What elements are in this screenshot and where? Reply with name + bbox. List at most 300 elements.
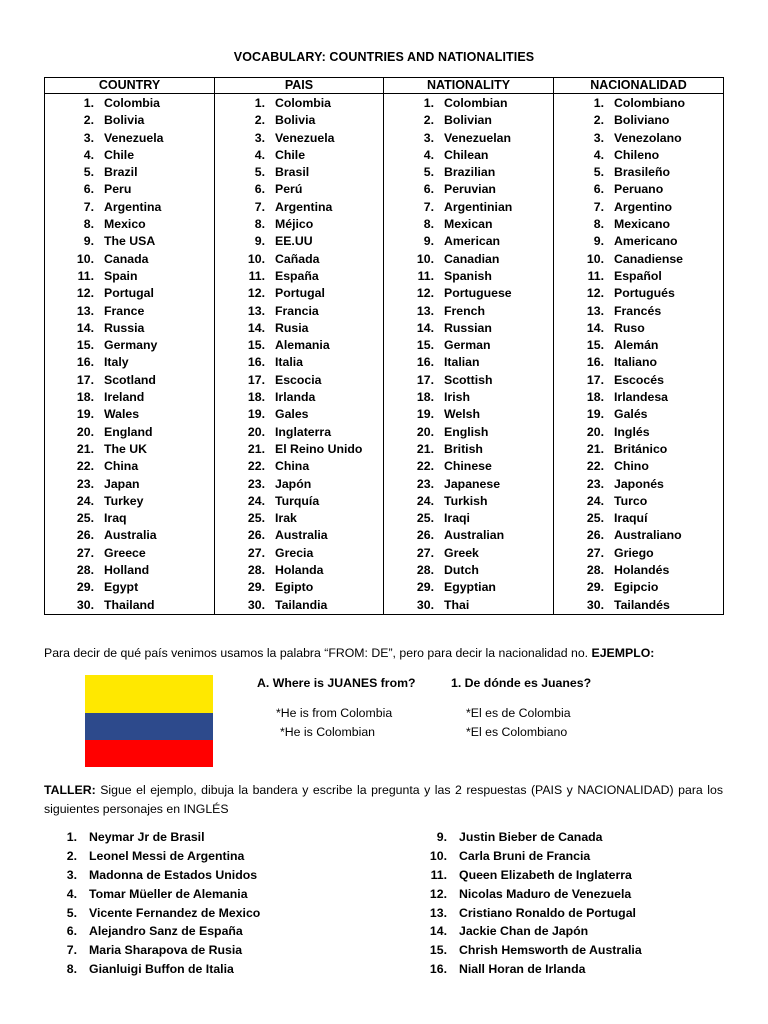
list-item — [554, 597, 723, 614]
list-item — [45, 147, 214, 164]
item-word: Brazilian — [444, 165, 496, 180]
list-item — [45, 337, 214, 354]
list-item — [554, 320, 723, 337]
intro-label: EJEMPLO: — [591, 646, 655, 660]
item-number: 6. — [423, 182, 434, 197]
list-item — [554, 233, 723, 250]
item-number: 11. — [77, 268, 94, 283]
item-number: 12. — [76, 286, 94, 301]
item-word: Greece — [104, 545, 146, 560]
item-number: 19. — [586, 407, 604, 422]
list-item — [45, 181, 214, 198]
item-number: 18. — [76, 390, 94, 405]
list-item — [384, 354, 553, 371]
item-word: Bolivian — [444, 113, 492, 128]
list-item — [45, 251, 214, 268]
item-word: Canadiense — [614, 251, 684, 266]
list-item — [412, 828, 642, 847]
item-word: Germany — [104, 338, 158, 353]
item-number: 28. — [416, 563, 434, 578]
item-word: Tailandés — [614, 597, 670, 612]
item-word: Chinese — [444, 459, 492, 474]
item-number: 1. — [423, 96, 434, 110]
item-word: Egypt — [104, 580, 139, 595]
item-word: Turkey — [104, 493, 144, 508]
item-word: The USA — [104, 234, 156, 249]
item-word: Greek — [444, 545, 479, 560]
item-number: 11. — [430, 867, 447, 882]
list-item — [215, 147, 383, 164]
list-item — [554, 95, 723, 112]
item-word: Gales — [275, 407, 309, 422]
item-word: Argentina — [104, 199, 162, 214]
example-answer-english-2: *He is Colombian — [280, 725, 376, 739]
list-item — [554, 181, 723, 198]
item-number: 29. — [247, 580, 265, 595]
item-number: 4. — [83, 147, 94, 162]
item-number: 30. — [416, 597, 434, 612]
example-question-english: A. Where is JUANES from? — [257, 676, 416, 690]
item-word: Scottish — [444, 372, 493, 387]
item-number: 11. — [587, 268, 604, 283]
item-number: 3. — [66, 867, 77, 882]
item-word: Colombiano — [614, 96, 686, 110]
list-item — [45, 216, 214, 233]
item-number: 27. — [416, 545, 434, 560]
example-question-spanish: 1. De dónde es Juanes? — [451, 676, 592, 690]
list-item — [412, 922, 642, 941]
item-number: 5. — [83, 165, 94, 180]
list-item — [42, 866, 260, 885]
item-number: 1. — [254, 96, 265, 110]
item-number: 13. — [247, 303, 265, 318]
item-number: 23. — [416, 476, 434, 491]
item-number: 17. — [247, 372, 265, 387]
item-text: Carla Bruni de Francia — [459, 848, 591, 863]
item-number: 15. — [416, 338, 434, 353]
item-number: 28. — [586, 563, 604, 578]
item-number: 28. — [247, 563, 265, 578]
list-item — [412, 866, 642, 885]
item-number: 17. — [416, 372, 434, 387]
item-word: England — [104, 424, 153, 439]
item-number: 13. — [429, 905, 447, 920]
vocabulary-table — [44, 77, 724, 615]
item-number: 10. — [416, 251, 434, 266]
example-answer-english-1: *He is from Colombia — [276, 706, 393, 720]
list-item — [45, 510, 214, 527]
list-item — [384, 251, 553, 268]
list-item — [215, 337, 383, 354]
item-number: 28. — [76, 563, 94, 578]
item-word: Venezuela — [104, 130, 164, 145]
list-item — [384, 372, 553, 389]
item-number: 15. — [76, 338, 94, 353]
item-number: 23. — [76, 476, 94, 491]
list-item — [554, 545, 723, 562]
item-word: Italy — [104, 355, 129, 370]
country-column — [45, 94, 215, 615]
list-item — [554, 337, 723, 354]
item-number: 6. — [254, 182, 265, 197]
item-number: 15. — [429, 943, 447, 958]
list-item — [384, 216, 553, 233]
item-word: Ruso — [614, 320, 645, 335]
item-word: Inglaterra — [275, 424, 332, 439]
item-text: Madonna de Estados Unidos — [89, 867, 258, 882]
item-word: China — [275, 459, 310, 474]
list-item — [554, 441, 723, 458]
list-item — [215, 441, 383, 458]
item-word: Welsh — [444, 407, 480, 422]
item-number: 22. — [416, 459, 434, 474]
pais-column — [215, 94, 384, 615]
list-item — [554, 458, 723, 475]
item-word: Portugués — [614, 286, 675, 301]
item-number: 16. — [586, 355, 604, 370]
item-number: 19. — [76, 407, 94, 422]
item-number: 20. — [416, 424, 434, 439]
item-word: Cañada — [275, 251, 320, 266]
item-text: Maria Sharapova de Rusia — [89, 943, 243, 958]
list-item — [215, 597, 383, 614]
list-item — [215, 562, 383, 579]
list-item — [42, 847, 260, 866]
list-item — [554, 199, 723, 216]
item-word: Brasil — [275, 165, 310, 180]
item-word: Irish — [444, 390, 470, 405]
item-word: Colombia — [104, 96, 161, 110]
item-word: Thailand — [104, 597, 155, 612]
example-answer-spanish-2: *El es Colombiano — [466, 725, 568, 739]
list-item — [215, 320, 383, 337]
list-item — [215, 112, 383, 129]
item-word: EE.UU — [275, 234, 313, 249]
list-item — [215, 372, 383, 389]
item-number: 10. — [247, 251, 265, 266]
item-number: 21. — [586, 441, 604, 456]
item-word: Italian — [444, 355, 480, 370]
item-number: 4. — [593, 147, 604, 162]
item-number: 30. — [76, 597, 94, 612]
item-word: Venezuela — [275, 130, 335, 145]
item-number: 26. — [76, 528, 94, 543]
list-item — [554, 579, 723, 596]
item-word: Mexico — [104, 217, 146, 232]
item-word: Venezolano — [614, 130, 682, 145]
item-number: 2. — [254, 113, 265, 128]
list-item — [554, 406, 723, 423]
list-item — [45, 268, 214, 285]
list-item — [412, 960, 642, 979]
list-item — [384, 303, 553, 320]
item-word: Grecia — [275, 545, 314, 560]
item-word: Griego — [614, 545, 654, 560]
list-item — [215, 389, 383, 406]
list-item — [215, 233, 383, 250]
item-word: Bolivia — [104, 113, 145, 128]
list-item — [554, 147, 723, 164]
item-word: Russian — [444, 320, 492, 335]
item-number: 7. — [254, 199, 265, 214]
item-number: 24. — [586, 493, 604, 508]
item-number: 19. — [247, 407, 265, 422]
item-word: Wales — [104, 407, 140, 422]
list-item — [554, 389, 723, 406]
item-number: 2. — [66, 848, 77, 863]
item-number: 22. — [76, 459, 94, 474]
item-word: The UK — [104, 441, 148, 456]
item-word: El Reino Unido — [275, 441, 363, 456]
list-item — [384, 337, 553, 354]
item-number: 21. — [76, 441, 94, 456]
item-number: 21. — [247, 441, 265, 456]
item-number: 2. — [593, 113, 604, 128]
item-word: Japonés — [614, 476, 664, 491]
item-word: Holland — [104, 563, 150, 578]
list-item — [554, 510, 723, 527]
list-item — [384, 458, 553, 475]
item-number: 7. — [66, 943, 77, 958]
list-item — [384, 164, 553, 181]
list-item — [215, 130, 383, 147]
item-number: 1. — [83, 96, 94, 110]
list-item — [384, 181, 553, 198]
item-word: España — [275, 268, 319, 283]
item-word: Egipto — [275, 580, 314, 595]
list-item — [554, 303, 723, 320]
item-word: Spanish — [444, 268, 492, 283]
list-item — [554, 354, 723, 371]
list-item — [384, 130, 553, 147]
list-item — [215, 164, 383, 181]
list-item — [45, 320, 214, 337]
item-number: 6. — [593, 182, 604, 197]
list-item — [554, 424, 723, 441]
item-text: Queen Elizabeth de Inglaterra — [459, 867, 632, 882]
item-word: China — [104, 459, 139, 474]
item-word: Irlanda — [275, 390, 316, 405]
item-word: Venezuelan — [444, 130, 511, 145]
item-number: 4. — [254, 147, 265, 162]
list-item — [45, 476, 214, 493]
item-word: Russia — [104, 320, 145, 335]
list-item — [554, 285, 723, 302]
item-word: Mexican — [444, 217, 493, 232]
item-number: 3. — [254, 130, 265, 145]
list-item — [45, 354, 214, 371]
item-number: 7. — [83, 199, 94, 214]
list-item — [215, 354, 383, 371]
item-number: 20. — [247, 424, 265, 439]
item-word: Portugal — [275, 286, 325, 301]
item-number: 9. — [423, 234, 434, 249]
item-word: Australia — [104, 528, 157, 543]
item-word: Turkish — [444, 493, 488, 508]
item-text: Jackie Chan de Japón — [459, 924, 589, 939]
item-number: 6. — [66, 924, 77, 939]
item-word: Británico — [614, 441, 668, 456]
list-item — [45, 199, 214, 216]
list-item — [45, 527, 214, 544]
item-number: 8. — [593, 217, 604, 232]
list-item — [384, 493, 553, 510]
item-word: Italia — [275, 355, 304, 370]
list-item — [215, 406, 383, 423]
item-word: France — [104, 303, 145, 318]
item-number: 20. — [586, 424, 604, 439]
item-number: 20. — [76, 424, 94, 439]
list-item — [42, 922, 260, 941]
item-number: 1. — [593, 96, 604, 110]
list-item — [554, 268, 723, 285]
item-number: 13. — [586, 303, 604, 318]
list-item — [45, 441, 214, 458]
list-item — [45, 303, 214, 320]
list-item — [215, 268, 383, 285]
table-header-row — [45, 78, 724, 94]
item-text: Niall Horan de Irlanda — [459, 962, 586, 977]
item-word: Inglés — [614, 424, 650, 439]
list-item — [554, 493, 723, 510]
item-word: Argentina — [275, 199, 333, 214]
list-item — [45, 597, 214, 614]
item-number: 13. — [416, 303, 434, 318]
item-word: Peru — [104, 182, 132, 197]
people-list-left — [42, 828, 260, 979]
item-word: Holanda — [275, 563, 324, 578]
item-number: 16. — [76, 355, 94, 370]
item-number: 22. — [586, 459, 604, 474]
item-number: 2. — [83, 113, 94, 128]
item-word: Japanese — [444, 476, 501, 491]
item-text: Gianluigi Buffon de Italia — [89, 962, 234, 977]
list-item — [215, 510, 383, 527]
item-number: 25. — [416, 511, 434, 526]
item-word: Galés — [614, 407, 648, 422]
list-item — [45, 130, 214, 147]
list-item — [215, 545, 383, 562]
item-number: 24. — [76, 493, 94, 508]
item-number: 27. — [247, 545, 265, 560]
item-number: 5. — [423, 165, 434, 180]
list-item — [45, 233, 214, 250]
item-word: Mexicano — [614, 217, 671, 232]
nacionalidad-column — [554, 94, 724, 615]
item-word: Brasileño — [614, 165, 671, 180]
item-word: Chino — [614, 459, 649, 474]
item-number: 25. — [76, 511, 94, 526]
list-item — [384, 112, 553, 129]
item-number: 25. — [247, 511, 265, 526]
item-word: Ireland — [104, 390, 145, 405]
item-word: Peruvian — [444, 182, 496, 197]
list-item — [384, 95, 553, 112]
item-word: Rusia — [275, 320, 309, 335]
item-number: 14. — [247, 320, 265, 335]
item-word: Boliviano — [614, 113, 670, 128]
item-word: Bolivia — [275, 113, 316, 128]
item-word: French — [444, 303, 485, 318]
item-text: Cristiano Ronaldo de Portugal — [459, 905, 636, 920]
item-word: Scotland — [104, 372, 156, 387]
colombia-flag-icon — [85, 675, 213, 767]
list-item — [215, 285, 383, 302]
item-number: 11. — [248, 268, 265, 283]
item-word: Thai — [444, 597, 470, 612]
item-text: Justin Bieber de Canada — [459, 830, 603, 844]
item-number: 8. — [83, 217, 94, 232]
list-item — [45, 562, 214, 579]
item-number: 29. — [76, 580, 94, 595]
item-number: 29. — [416, 580, 434, 595]
header-nacionalidad: NACIONALIDAD — [554, 78, 724, 94]
item-number: 15. — [247, 338, 265, 353]
item-number: 21. — [416, 441, 434, 456]
item-number: 18. — [247, 390, 265, 405]
item-number: 30. — [247, 597, 265, 612]
item-word: Escocia — [275, 372, 322, 387]
item-number: 1. — [66, 830, 77, 844]
item-word: Argentinian — [444, 199, 513, 214]
example-answer-spanish-1: *El es de Colombia — [466, 706, 571, 720]
list-item — [554, 562, 723, 579]
item-word: Australiano — [614, 528, 682, 543]
item-number: 14. — [429, 924, 447, 939]
list-item — [384, 147, 553, 164]
item-text: Vicente Fernandez de Mexico — [89, 905, 261, 920]
list-item — [384, 527, 553, 544]
list-item — [384, 545, 553, 562]
item-number: 8. — [254, 217, 265, 232]
list-item — [384, 285, 553, 302]
item-word: Japón — [275, 476, 312, 491]
item-number: 12. — [247, 286, 265, 301]
item-word: Peruano — [614, 182, 664, 197]
item-number: 7. — [423, 199, 434, 214]
item-text: Alejandro Sanz de España — [89, 924, 243, 939]
list-item — [412, 904, 642, 923]
item-number: 16. — [416, 355, 434, 370]
item-number: 16. — [247, 355, 265, 370]
item-word: Italiano — [614, 355, 658, 370]
list-item — [384, 199, 553, 216]
list-item — [384, 320, 553, 337]
taller-text: Sigue el ejemplo, dibuja la bandera y escribe la pregunta y las 2 respuestas (PAIS y NACIONALIDAD) para los siguientes personajes en INGLÉS — [44, 783, 723, 816]
list-item — [554, 130, 723, 147]
item-word: Chile — [104, 147, 135, 162]
item-text: Leonel Messi de Argentina — [89, 848, 245, 863]
list-item — [45, 424, 214, 441]
item-number: 11. — [417, 268, 434, 283]
list-item — [215, 251, 383, 268]
list-item — [384, 389, 553, 406]
nationality-column — [384, 94, 554, 615]
list-item — [215, 199, 383, 216]
item-number: 10. — [429, 848, 447, 863]
item-number: 8. — [66, 962, 77, 977]
flag-stripe-red — [85, 740, 213, 767]
item-word: Portuguese — [444, 286, 512, 301]
list-item — [215, 303, 383, 320]
item-number: 26. — [586, 528, 604, 543]
list-item — [42, 904, 260, 923]
page-title: VOCABULARY: COUNTRIES AND NATIONALITIES — [233, 50, 535, 64]
list-item — [412, 847, 642, 866]
item-word: Brazil — [104, 165, 138, 180]
people-list-right — [412, 828, 642, 979]
item-word: Argentino — [614, 199, 673, 214]
